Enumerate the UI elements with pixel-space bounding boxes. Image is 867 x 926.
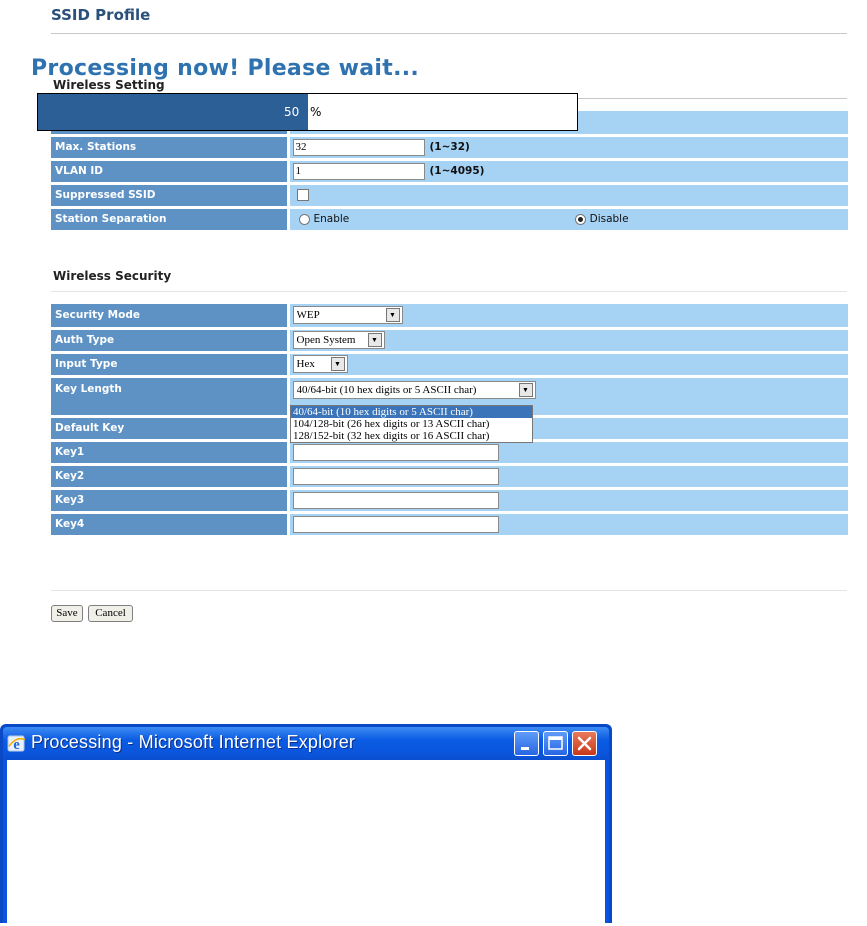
close-icon	[573, 732, 596, 755]
key-length-label: Key Length	[51, 376, 288, 416]
key2-cell	[288, 464, 848, 488]
key3-label: Key3	[51, 488, 288, 512]
key2-input[interactable]	[293, 468, 499, 485]
form-footer-divider	[51, 590, 847, 591]
input-type-cell	[288, 352, 848, 376]
station-separation-enable-option[interactable]	[299, 213, 350, 225]
max-stations-cell	[288, 135, 848, 159]
key2-row	[51, 464, 848, 488]
input-type-row	[51, 352, 848, 376]
window-content	[7, 760, 605, 926]
progress-bar	[37, 93, 578, 131]
wireless-security-title: Wireless Security	[53, 269, 172, 283]
security-mode-value: WEP	[296, 309, 320, 322]
maximize-button[interactable]	[543, 731, 568, 756]
station-separation-cell	[288, 207, 848, 231]
progress-percent-sign: %	[310, 105, 322, 119]
station-separation-disable-option[interactable]	[575, 213, 629, 225]
page-title: SSID Profile	[51, 6, 151, 24]
svg-text:e: e	[13, 737, 20, 753]
suppressed-ssid-checkbox[interactable]	[297, 189, 309, 201]
auth-type-label: Auth Type	[51, 328, 288, 352]
vlan-id-row	[51, 159, 848, 183]
progress-fill	[38, 94, 308, 130]
default-key-label: Default Key	[51, 416, 288, 440]
progress-value: 50	[284, 105, 300, 119]
key-length-dropdown-list	[290, 405, 533, 443]
key2-label: Key2	[51, 464, 288, 488]
vlan-id-label: VLAN ID	[51, 159, 288, 183]
key-length-option[interactable]: 104/128-bit (26 hex digits or 13 ASCII char)	[293, 418, 490, 430]
station-separation-label: Station Separation	[51, 207, 288, 231]
key3-input[interactable]	[293, 492, 499, 509]
key-length-value: 40/64-bit (10 hex digits or 5 ASCII char)	[296, 383, 477, 396]
window-titlebar[interactable]	[3, 727, 609, 760]
auth-type-cell	[288, 328, 848, 352]
key1-row	[51, 440, 848, 464]
chevron-down-icon[interactable]: ▼	[331, 357, 345, 371]
wireless-setting-title: Wireless Setting	[53, 78, 165, 92]
enable-radio-label: Enable	[313, 213, 350, 225]
vlan-id-hint: (1~4095)	[429, 165, 485, 177]
key4-label: Key4	[51, 512, 288, 536]
input-type-select[interactable]	[293, 355, 348, 373]
vlan-id-cell	[288, 159, 848, 183]
save-button[interactable]: Save	[51, 605, 83, 622]
processing-heading: Processing now! Please wait...	[31, 56, 420, 81]
enable-radio[interactable]	[299, 214, 310, 225]
disable-radio-label: Disable	[589, 213, 629, 225]
auth-type-row	[51, 328, 848, 352]
wireless-security-divider	[51, 291, 847, 292]
station-separation-row	[51, 207, 848, 231]
key3-cell	[288, 488, 848, 512]
minimize-icon	[515, 732, 538, 755]
title-divider	[51, 33, 847, 34]
max-stations-hint: (1~32)	[429, 141, 470, 153]
disable-radio[interactable]	[575, 214, 586, 225]
key-length-option[interactable]: 40/64-bit (10 hex digits or 5 ASCII char)	[291, 406, 532, 418]
security-mode-label: Security Mode	[51, 304, 288, 328]
processing-window	[0, 724, 612, 923]
minimize-button[interactable]	[514, 731, 539, 756]
window-title: Processing - Microsoft Internet Explorer	[31, 732, 356, 752]
security-mode-select[interactable]	[293, 306, 403, 324]
max-stations-label: Max. Stations	[51, 135, 288, 159]
security-mode-row	[51, 304, 848, 328]
chevron-down-icon[interactable]: ▼	[386, 308, 400, 322]
chevron-down-icon[interactable]: ▼	[519, 383, 533, 397]
maximize-icon	[544, 732, 567, 755]
key4-cell	[288, 512, 848, 536]
key-length-option[interactable]: 128/152-bit (32 hex digits or 16 ASCII char)	[293, 430, 490, 442]
input-type-value: Hex	[296, 358, 315, 370]
key3-row	[51, 488, 848, 512]
vlan-id-input[interactable]: 1	[293, 163, 425, 180]
key4-input[interactable]	[293, 516, 499, 533]
auth-type-value: Open System	[296, 334, 356, 346]
key-length-select[interactable]	[293, 381, 536, 399]
key1-label: Key1	[51, 440, 288, 464]
max-stations-input[interactable]: 32	[293, 139, 425, 156]
cancel-button[interactable]: Cancel	[88, 605, 133, 622]
key4-row	[51, 512, 848, 536]
input-type-label: Input Type	[51, 352, 288, 376]
chevron-down-icon[interactable]: ▼	[368, 333, 382, 347]
suppressed-ssid-cell	[288, 183, 848, 207]
suppressed-ssid-row	[51, 183, 848, 207]
key1-cell	[288, 440, 848, 464]
key1-input[interactable]	[293, 444, 499, 461]
suppressed-ssid-label: Suppressed SSID	[51, 183, 288, 207]
close-button[interactable]	[572, 731, 597, 756]
auth-type-select[interactable]	[293, 331, 385, 349]
ie-logo-icon	[7, 734, 26, 753]
security-mode-cell	[288, 304, 848, 328]
max-stations-row	[51, 135, 848, 159]
